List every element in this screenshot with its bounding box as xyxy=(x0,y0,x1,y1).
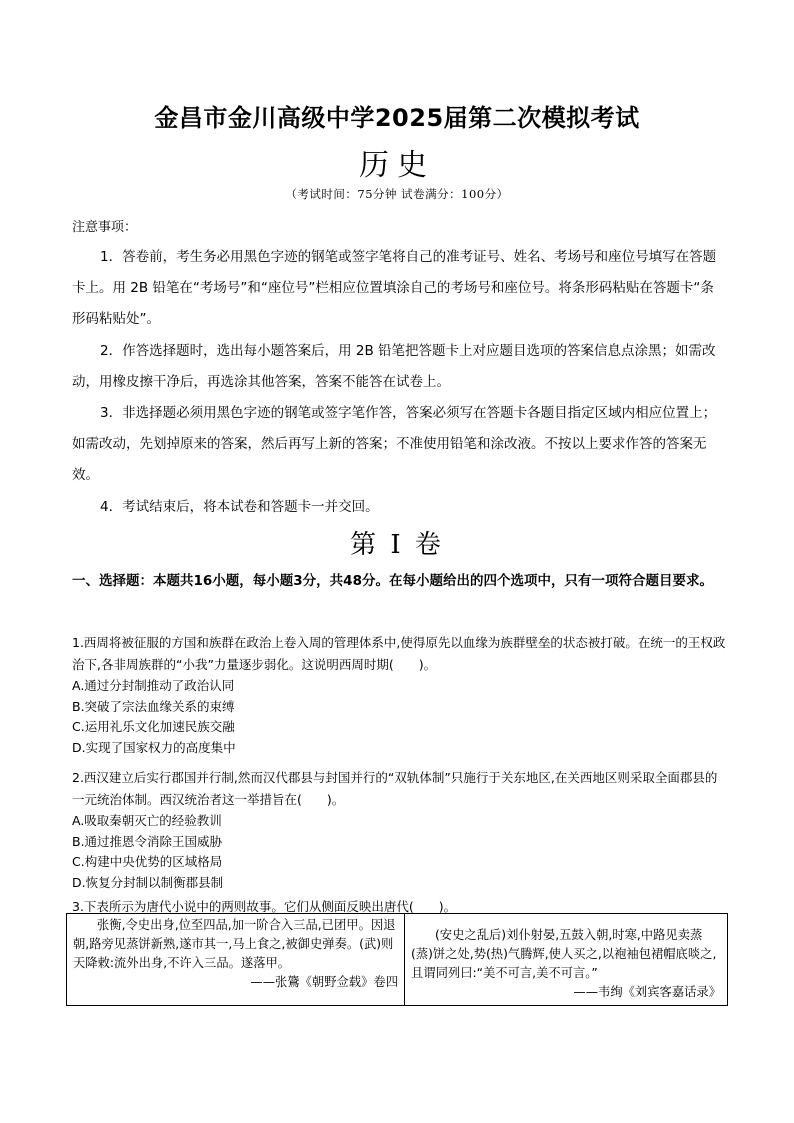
notice-item-1: 1．答卷前，考生务必用黑色字迹的钢笔或签字笔将自己的准考证号、姓名、考场号和座位号填写在答题卡上。用 2B 铅笔在“考场号”和“座位号”栏相应位置填涂自己的考场号和座位号。将条形码粘贴在答题卡“条形码粘贴处”。 xyxy=(72,249,717,327)
option-a: A.通过分封制推动了政治认同 xyxy=(72,678,235,693)
notice-heading: 注意事项： xyxy=(72,220,138,235)
exam-info: （考试时间：75分钟 试卷满分：100分） xyxy=(285,187,509,201)
stories-table xyxy=(66,913,728,1006)
section-title: 第 I 卷 xyxy=(350,530,444,560)
question-stem: 1.西周将被征服的方国和族群在政治上卷入周的管理体系中,使得原先以血缘为族群壁垒的状态被打破。在统一的王权政治下,各非周族群的“小我”力量逐步弱化。这说明西周时期( )。 xyxy=(72,635,726,672)
notice-item-4: 4．考试结束后，将本试卷和答题卡一并交回。 xyxy=(100,499,379,515)
subject-title: 历史 xyxy=(359,148,435,183)
option-d: D.恢复分封制以制衡郡县制 xyxy=(72,874,224,890)
option-a: A.吸取秦朝灭亡的经验教训 xyxy=(72,813,222,828)
story-right-cell xyxy=(405,914,728,1006)
story-right-text: (安史之乱后)刘仆射晏,五鼓入朝,时寒,中路见卖蒸(蒸)饼之处,势(热)气腾辉,使人买之,以袍袖包裙帽底啖之,且谓同列曰:“美不可言,美不可言。” xyxy=(411,928,717,980)
question-stem: 2.西汉建立后实行郡国并行制,然而汉代郡县与封国并行的“双轨体制”只施行于关东地区,在关西地区则采取全面郡县的一元统治体制。西汉统治者这一举措旨在( )。 xyxy=(72,770,718,807)
story-left-text: 张衡,令史出身,位至四品,加一阶合入三品,已团甲。因退朝,路旁见蒸饼新熟,遂市其一,马上食之,被御史弹奏。(武)则天降敕:流外出身,不许入三品。遂落甲。 xyxy=(73,918,396,970)
story-left-cell xyxy=(67,914,405,1006)
option-d: D.实现了国家权力的高度集中 xyxy=(72,739,236,755)
question-1 xyxy=(72,632,726,758)
option-c: C.构建中央优势的区域格局 xyxy=(72,854,223,869)
notice-item-3: 3．非选择题必须用黑色字迹的钢笔或签字笔作答，答案必须写在答题卡各题目指定区域内相应位置上；如需改动，先划掉原来的答案，然后再写上新的答案；不准使用铅笔和涂改液。不按以上要求作答的答案无效。 xyxy=(72,405,717,483)
option-b: B.突破了宗法血缘关系的束缚 xyxy=(72,698,235,714)
story-right-citation: ——韦绚《刘宾客嘉话录》 xyxy=(573,985,721,999)
option-b: B.通过推恩令消除王国威胁 xyxy=(72,833,223,849)
notice-item-2: 2．作答选择题时，选出每小题答案后，用 2B 铅笔把答题卡上对应题目选项的答案信息点涂黑；如需改动，用橡皮擦干净后，再选涂其他答案，答案不能答在试卷上。 xyxy=(72,343,716,390)
question-stem: 3.下表所示为唐代小说中的两则故事。它们从侧面反映出唐代( )。 xyxy=(72,899,457,914)
section-instructions: 一、选择题：本题共16小题，每小题3分，共48分。在每小题给出的四个选项中，只有一项符合题目要求。 xyxy=(72,573,713,589)
story-left-citation: ——张鷟《朝野佥载》卷四 xyxy=(250,975,398,989)
question-2 xyxy=(72,767,726,893)
exam-title: 金昌市金川高级中学2025届第二次模拟考试 xyxy=(154,104,640,132)
option-c: C.运用礼乐文化加速民族交融 xyxy=(72,719,235,734)
